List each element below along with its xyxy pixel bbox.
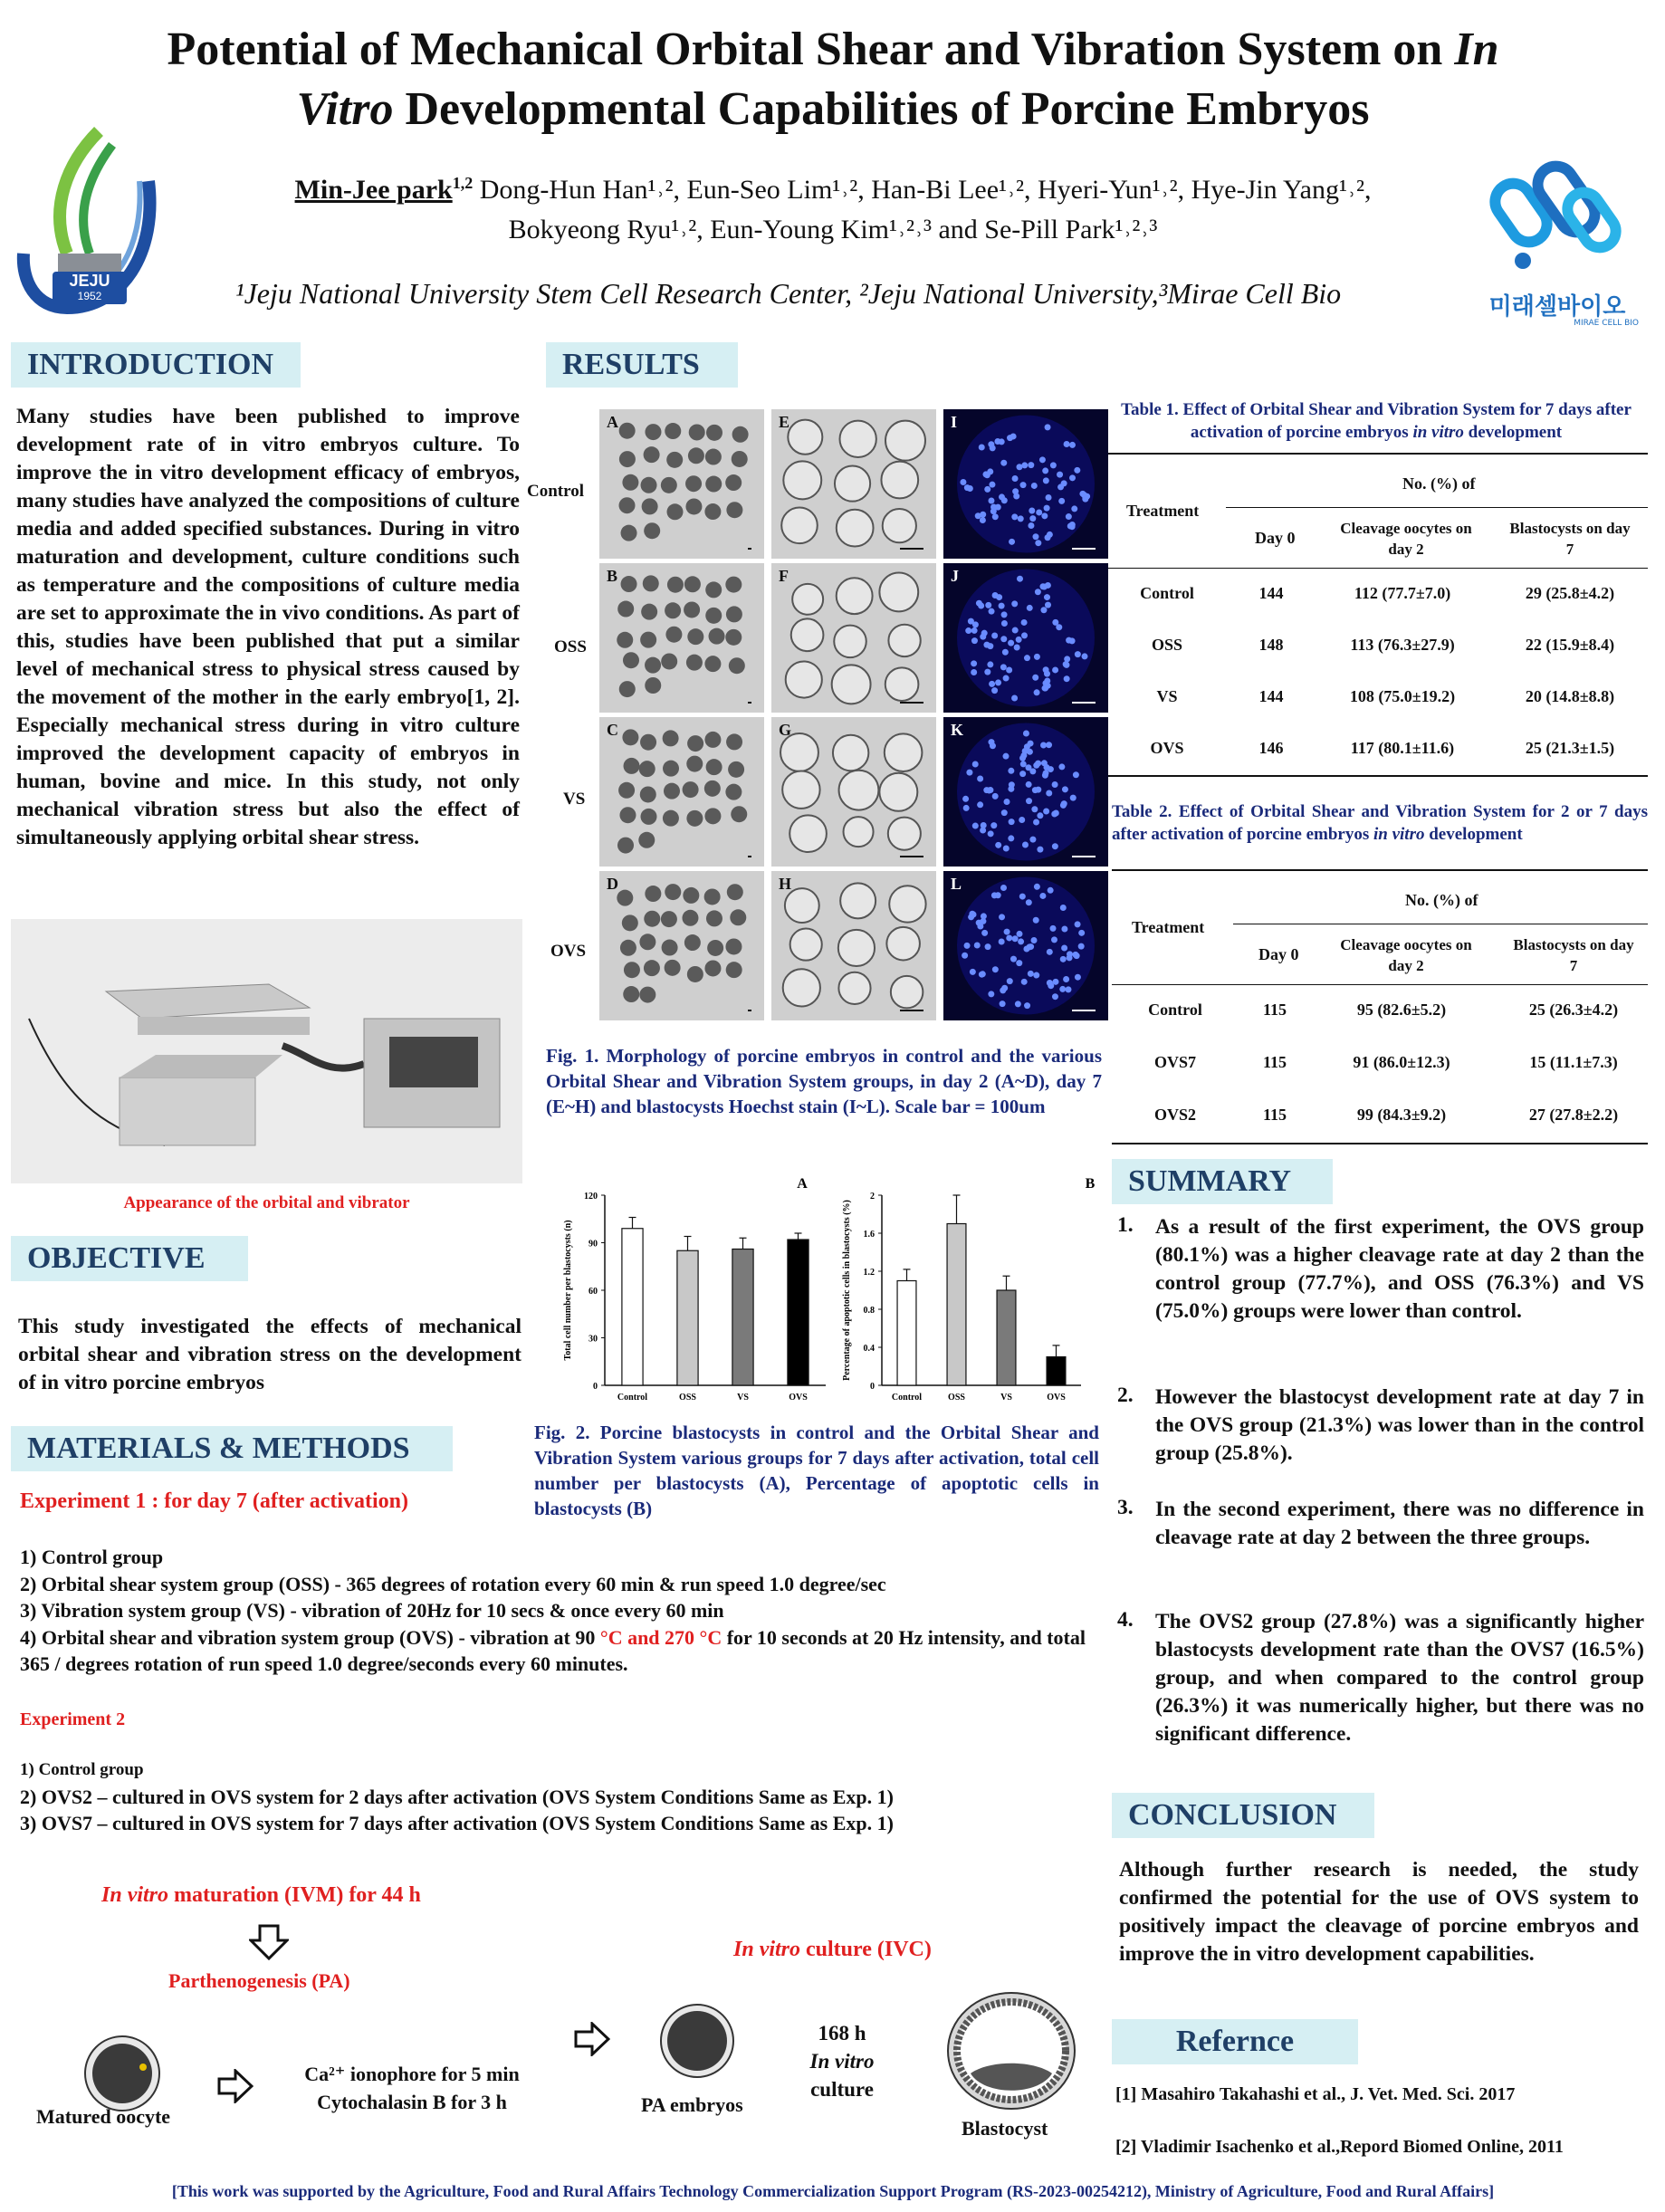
table-cell: OVS7 [1153, 1053, 1196, 1071]
flow-168-line3: culture [810, 2078, 874, 2101]
blastocyst-icon [943, 1987, 1079, 2119]
x-tick-label: OVS [789, 1393, 808, 1403]
x-tick-label: VS [1000, 1393, 1012, 1403]
table2-h-blast: Blastocysts on day 7 [1513, 936, 1634, 974]
table-row [1108, 569, 1648, 620]
flow-168-line2: In vitro [809, 2050, 875, 2073]
table-cell: 144 [1258, 686, 1284, 705]
affiliation: ¹Jeju National University Stem Cell Research Center, ²Jeju National University,³Mirae Cell Bio [235, 277, 1342, 310]
table-row [1112, 985, 1648, 1038]
fig1-row-label: VS [563, 790, 586, 809]
flow-ivm-italic: In vitro [101, 1883, 169, 1907]
table1-h-blast: Blastocysts on day 7 [1509, 520, 1631, 558]
table-cell: OVS [1150, 738, 1184, 757]
scale-bar [900, 702, 923, 704]
scale-bar [900, 1010, 923, 1011]
table2-caption-a: Table 2. Effect of Orbital Shear and Vibration System for 2 or 7 days after activation of porcine embryos [1112, 802, 1648, 844]
flow-ivc-italic: In vitro [733, 1938, 801, 1961]
table1-caption-i: in vitro [1412, 423, 1464, 442]
fig1-panel-letter: F [779, 567, 789, 585]
fig1-panel [943, 563, 1108, 713]
introduction-heading: INTRODUCTION [11, 342, 301, 388]
table-cell: 95 (82.6±5.2) [1356, 1001, 1447, 1019]
results-heading: RESULTS [546, 342, 738, 388]
scale-bar [748, 702, 751, 704]
mirae-logo-sub: MIRAE CELL BIO [1574, 319, 1639, 328]
summary-number: 2. [1117, 1384, 1134, 1407]
y-axis-label: Total cell number per blastocysts (n) [563, 1220, 573, 1361]
title-line1: Potential of Mechanical Orbital Shear and Vibration System on [167, 24, 1455, 75]
reference-heading: Refernce [1112, 2019, 1358, 2064]
objective-heading: OBJECTIVE [11, 1236, 248, 1281]
bar [1047, 1357, 1066, 1386]
fig2 [520, 1177, 1099, 1422]
flow-oocyte-label: Matured oocyte [36, 2105, 171, 2128]
summary-number: 3. [1117, 1496, 1134, 1519]
fig1-row-label: OVS [550, 942, 587, 961]
bar [732, 1250, 753, 1386]
exp1-title: Experiment 1 : for day 7 (after activation) [20, 1489, 409, 1513]
x-tick-label: OSS [948, 1393, 965, 1403]
scale-bar [1072, 856, 1096, 857]
right-arrow-icon [574, 2022, 610, 2061]
first-author-sup: 1,2 [452, 174, 474, 192]
bar [897, 1281, 916, 1386]
scale-bar [1072, 1010, 1096, 1011]
table2-caption-i: in vitro [1373, 825, 1425, 844]
table2-h-day0: Day 0 [1258, 945, 1299, 963]
fig1-panel [599, 871, 764, 1020]
fig1-row-label: OSS [554, 637, 587, 656]
fig1-panel [943, 871, 1108, 1020]
fig1-panel-letter: H [779, 875, 792, 893]
table-cell: 99 (84.3±9.2) [1356, 1106, 1447, 1124]
table1-caption-a: Table 1. Effect of Orbital Shear and Vibration System for 7 days after activation of porcine embryos [1121, 400, 1632, 442]
scale-bar [748, 1010, 751, 1011]
fig1-panel [771, 717, 936, 867]
scale-bar [1072, 548, 1096, 550]
y-tick-label: 90 [588, 1239, 598, 1250]
table-cell: VS [1156, 686, 1178, 705]
fig1-panel [599, 409, 764, 559]
bar [622, 1229, 643, 1385]
panel-letter: A [797, 1177, 808, 1192]
table-cell: 117 (80.1±11.6) [1350, 738, 1455, 757]
exp1-item: 2) Orbital shear system group (OSS) - 365 degrees of rotation every 60 min & run speed 1.0 degree/sec [20, 1572, 886, 1595]
table2-h-treatment: Treatment [1132, 918, 1205, 936]
right-arrow-icon [217, 2069, 254, 2108]
table-cell: 25 (21.3±1.5) [1525, 738, 1615, 757]
table-cell: 115 [1262, 1001, 1287, 1019]
y-tick-label: 120 [584, 1192, 598, 1202]
fig1-panel-letter: L [951, 875, 962, 893]
fig1-panel-letter: A [607, 413, 618, 431]
y-axis-label: Percentage of apoptotic cells in blastocysts (%) [842, 1200, 852, 1381]
table-row [1108, 620, 1648, 672]
fig1-row-label: Control [527, 482, 584, 501]
exp1-item4-b: for 10 seconds at 20 Hz intensity, and total 365 / degrees rotation of run speed 1.0 degree/seconds every 60 minutes. [20, 1625, 1086, 1675]
table-cell: 108 (75.0±19.2) [1349, 686, 1456, 705]
title-line2-italic: Vitro [296, 83, 394, 135]
scale-bar [900, 856, 923, 857]
table1-h-day0: Day 0 [1255, 529, 1296, 547]
bar [997, 1290, 1016, 1385]
table1-h-treatment: Treatment [1126, 502, 1200, 520]
footer-funding: [This work was supported by the Agriculture, Food and Rural Affairs Technology Commercialization Support Program (RS-2023-00254212), Ministry of Agriculture, Food and Rural Affairs] [171, 2182, 1495, 2200]
mirae-logo [1467, 154, 1648, 335]
poster-title [54, 20, 1612, 139]
fig1-panel [771, 409, 936, 559]
introduction-text: Many studies have been published to improve development rate of in vitro embryos culture. To improve the in vitro development efficacy of embryos, many studies have analyzed the compositions of culture media and added specified substances. During in vitro maturation and development, culture conditions such as temperature and the compositions of culture media are set to approximate the in vivo conditions. As part of this, studies have been published that put a similar level of mechanical stress to physical stress caused by the movement of the mother in the early embryo[1, 2]. Especially mechanical stress during in vitro culture improved the development capacity of embryos in human, bovine and mice. In this study, not only mechanical vibration stress but also the effect of simultaneously applying orbital shear stress. [16, 405, 520, 849]
table1-h-no: No. (%) of [1402, 474, 1476, 493]
summary-item: In the second experiment, there was no difference in cleavage rate at day 2 between the three groups. [1155, 1498, 1644, 1549]
fig1-panel [943, 717, 1108, 867]
table1-caption [1105, 398, 1648, 444]
y-tick-label: 30 [588, 1334, 598, 1345]
table-cell: 25 (26.3±4.2) [1528, 1001, 1619, 1019]
fig1-panel-letter: E [779, 413, 790, 431]
jeju-logo-text: JEJU [69, 272, 110, 290]
flow-ca-line2: Cytochalasin B for 3 h [317, 2091, 507, 2113]
jeju-logo-year: 1952 [77, 290, 102, 302]
author-list [208, 163, 1458, 250]
flow-168 [788, 2019, 896, 2103]
flow-ca [276, 2060, 548, 2116]
exp2-title: Experiment 2 [20, 1709, 126, 1729]
reference-item: [2] Vladimir Isachenko et al.,Repord Biomed Online, 2011 [1115, 2137, 1564, 2157]
x-tick-label: Control [891, 1393, 923, 1403]
flow-ivc-rest: culture (IVC) [800, 1938, 932, 1961]
first-author: Min-Jee park [294, 175, 453, 205]
fig1 [516, 409, 1096, 1027]
table-cell: 29 (25.8±4.2) [1525, 583, 1615, 602]
flow-pa: Parthenogenesis (PA) [168, 1969, 350, 1992]
table-cell: 112 (77.7±7.0) [1354, 583, 1451, 602]
flow-ivm [101, 1883, 421, 1908]
flow-ca-line1: Ca²⁺ ionophore for 5 min [304, 2063, 520, 2085]
table-cell: 22 (15.9±8.4) [1525, 635, 1615, 654]
y-tick-label: 2 [870, 1192, 875, 1202]
objective-text: This study investigated the effects of mechanical orbital shear and vibration stress on the development of in vitro porcine embryos [18, 1315, 522, 1394]
scale-bar [1072, 702, 1096, 704]
table2-caption-b: development [1424, 825, 1523, 844]
bar [788, 1240, 809, 1385]
exp1-item4-a: 4) Orbital shear and vibration system group (OVS) - vibration at 90 [20, 1625, 600, 1649]
exp1-item-4 [20, 1624, 1102, 1678]
title-line1-italic: In [1454, 24, 1499, 75]
fig1-panel-letter: G [779, 721, 792, 739]
fig1-panel [943, 409, 1108, 559]
conclusion-text: Although further research is needed, the study confirmed the potential for the use of OVS system to positively impact the cleavage of porcine embryos and improve the in vitro development capabilities. [1119, 1858, 1639, 1966]
fig1-panel [771, 871, 936, 1020]
table2-h-no: No. (%) of [1405, 891, 1478, 909]
table-cell: OSS [1151, 635, 1183, 654]
bar [677, 1250, 698, 1385]
flow-pa-embryos: PA embryos [641, 2093, 743, 2116]
table-row [1112, 1090, 1648, 1143]
y-tick-label: 0 [870, 1382, 875, 1392]
x-tick-label: OSS [679, 1393, 696, 1403]
fig1-panel-letter: B [607, 567, 618, 585]
table-cell: 113 (76.3±27.9) [1350, 635, 1455, 654]
bar [947, 1224, 966, 1386]
x-tick-label: Control [617, 1393, 648, 1403]
exp1-list [20, 1544, 1102, 1678]
fig2-caption: Fig. 2. Porcine blastocysts in control and the Orbital Shear and Vibration System various groups for 7 days after activation, total cell number per blastocysts (A), Percentage of apoptotic cells in blastocysts (B) [534, 1422, 1099, 1519]
fig1-panel [771, 563, 936, 713]
panel-letter: B [1085, 1177, 1096, 1192]
fig1-panel-letter: C [607, 721, 618, 739]
fig1-panel-letter: K [951, 721, 964, 739]
table-cell: 115 [1262, 1053, 1287, 1071]
table1-h-cleavage: Cleavage oocytes on day 2 [1340, 520, 1472, 558]
pa-embryo-icon [657, 2001, 737, 2085]
table-cell: Control [1148, 1001, 1202, 1019]
table-row [1112, 1038, 1648, 1090]
exp2-item: 1) Control group [20, 1760, 144, 1779]
summary-item: The OVS2 group (27.8%) was a significantly higher blastocysts development rate than the OVS7 (16.5%) group, and when compared to the control group (26.3%) it was numerically higher, but there was no significant difference. [1155, 1610, 1644, 1746]
y-tick-label: 60 [588, 1287, 598, 1297]
table2 [1112, 869, 1648, 1144]
table-cell: Control [1140, 583, 1194, 602]
down-arrow-icon [249, 1924, 289, 1965]
y-tick-label: 0.4 [863, 1344, 875, 1354]
table-cell: OVS2 [1153, 1106, 1196, 1124]
methods-heading: MATERIALS & METHODS [11, 1426, 453, 1471]
authors-line1: Dong-Hun Han¹˒², Eun-Seo Lim¹˒², Han-Bi Lee¹˒², Hyeri-Yun¹˒², Hye-Jin Yang¹˒², [473, 175, 1372, 205]
jeju-logo [13, 127, 176, 335]
fig1-panel-letter: D [607, 875, 618, 893]
table-cell: 91 (86.0±12.3) [1353, 1053, 1450, 1071]
y-tick-label: 1.2 [863, 1268, 875, 1278]
y-tick-label: 0.8 [863, 1306, 875, 1316]
scale-bar [748, 856, 751, 857]
exp1-item4-red: °C and 270 °C [599, 1625, 722, 1649]
summary-number: 4. [1117, 1608, 1134, 1632]
fig1-panel [599, 563, 764, 713]
table-row [1108, 723, 1648, 775]
y-tick-label: 1.6 [863, 1230, 875, 1240]
summary-item: However the blastocyst development rate at day 7 in the OVS group (21.3%) was lower than in the control group (25.8%). [1155, 1385, 1644, 1465]
summary-item: As a result of the first experiment, the OVS group (80.1%) was a higher cleavage rate at day 2 than the control group (77.7%), and OSS (76.3%) and VS (75.0%) groups were lower than control. [1155, 1215, 1644, 1323]
table-row [1108, 672, 1648, 723]
exp1-item: 1) Control group [20, 1546, 164, 1568]
conclusion-heading: CONCLUSION [1112, 1793, 1374, 1838]
table-cell: 148 [1258, 635, 1284, 654]
device-photo-caption: Appearance of the orbital and vibrator [123, 1193, 410, 1212]
fig1-caption: Fig. 1. Morphology of porcine embryos in control and the various Orbital Shear and Vibration System groups, in day 2 (A~D), day 7 (E~H) and blastocysts Hoechst stain (I~L). Scale bar = 100um [546, 1045, 1102, 1117]
authors-line2: Bokyeong Ryu¹˒², Eun-Young Kim¹˒²˒³ and Se-Pill Park¹˒²˒³ [508, 215, 1158, 244]
exp1-item: 3) Vibration system group (VS) - vibration of 20Hz for 10 secs & once every 60 min [20, 1599, 724, 1622]
summary-number: 1. [1117, 1213, 1134, 1237]
fig1-panel [599, 717, 764, 867]
x-tick-label: VS [737, 1393, 749, 1403]
flow-ivc [733, 1938, 932, 1962]
table-cell: 15 (11.1±7.3) [1529, 1053, 1618, 1071]
fig1-panel-letter: I [951, 413, 958, 431]
table-cell: 27 (27.8±2.2) [1528, 1106, 1619, 1124]
summary-heading: SUMMARY [1112, 1159, 1333, 1204]
exp2-item: 2) OVS2 – cultured in OVS system for 2 days after activation (OVS System Conditions Same as Exp. 1) [20, 1785, 894, 1808]
table-cell: 20 (14.8±8.8) [1525, 686, 1615, 705]
table2-h-cleavage: Cleavage oocytes on day 2 [1340, 936, 1472, 974]
device-photo [11, 919, 522, 1183]
exp2-list [20, 1757, 1106, 1837]
table-cell: 146 [1258, 738, 1284, 757]
table1 [1108, 453, 1648, 777]
reference-item: [1] Masahiro Takahashi et al., J. Vet. Med. Sci. 2017 [1115, 2084, 1516, 2104]
scale-bar [748, 548, 751, 550]
table-cell: 144 [1258, 583, 1284, 602]
table1-caption-b: development [1463, 423, 1563, 442]
flow-blastocyst: Blastocyst [962, 2117, 1048, 2140]
table2-caption [1112, 800, 1648, 846]
flow-168-line1: 168 h [818, 2022, 866, 2044]
fig1-panel-letter: J [951, 567, 959, 585]
flow-ivm-rest: maturation (IVM) for 44 h [168, 1883, 421, 1907]
exp2-item: 3) OVS7 – cultured in OVS system for 7 days after activation (OVS System Conditions Same as Exp. 1) [20, 1812, 894, 1834]
mirae-logo-text: 미래셀바이오 [1488, 293, 1626, 321]
table-cell: 115 [1262, 1106, 1287, 1124]
x-tick-label: OVS [1047, 1393, 1066, 1403]
y-tick-label: 0 [593, 1382, 598, 1392]
scale-bar [900, 548, 923, 550]
title-line2: Developmental Capabilities of Porcine Embryos [393, 83, 1370, 135]
